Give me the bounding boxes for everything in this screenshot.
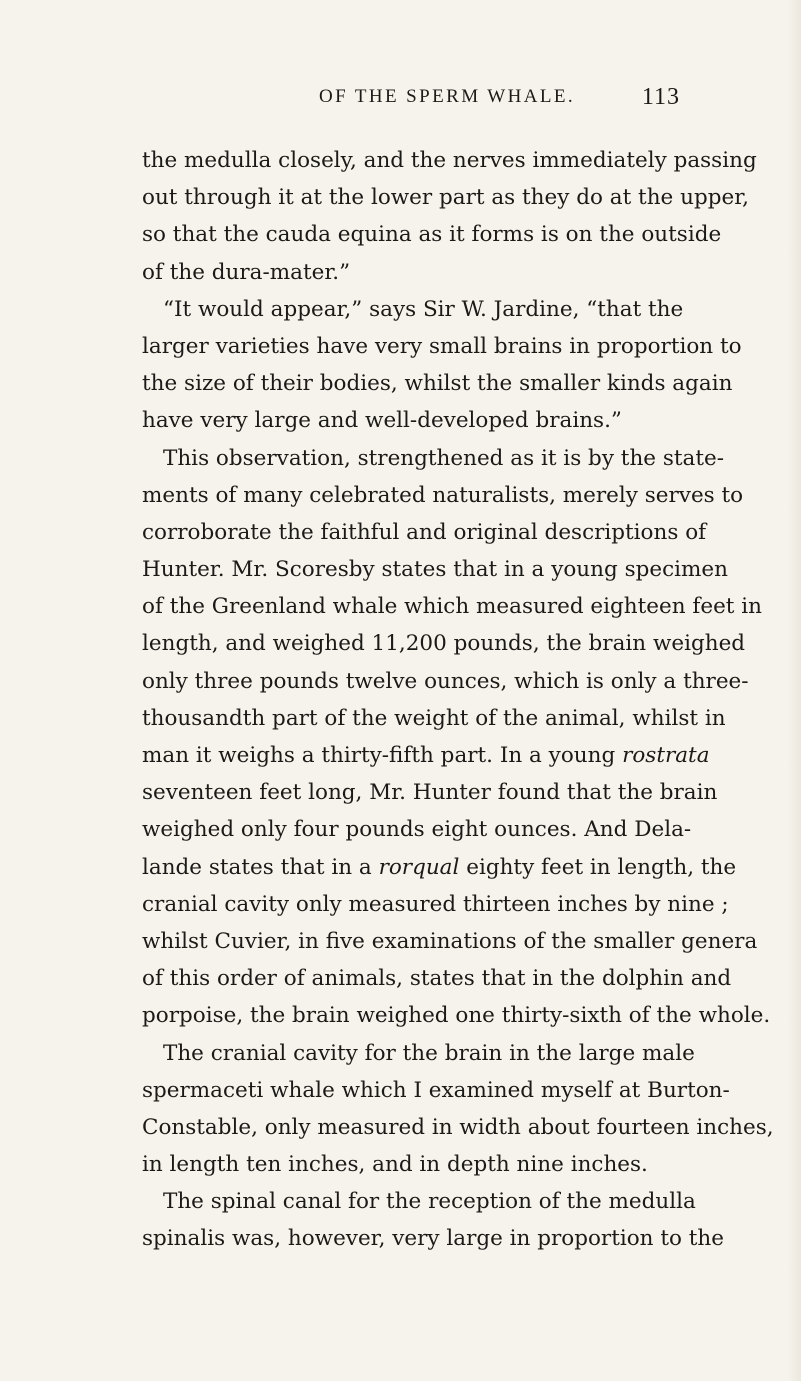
running-head (142, 84, 680, 118)
text-line: of the dura-mater.” (142, 259, 351, 285)
text-segment: man it weighs a thirty-fifth part. In a young (142, 743, 623, 768)
text-line: thousandth part of the weight of the animal, whilst in (142, 705, 726, 731)
page-number: 113 (641, 84, 680, 110)
text-line: The spinal canal for the reception of the medulla (163, 1189, 696, 1215)
text-line: out through it at the lower part as they do at the upper, (142, 185, 749, 211)
text-line: larger varieties have very small brains in proportion to (142, 333, 742, 359)
text-line (142, 849, 737, 886)
text-line: cranial cavity only measured thirteen inches by nine ; (142, 891, 729, 917)
text-line: corroborate the faithful and original descriptions of (142, 519, 707, 545)
text-line: This observation, strengthened as it is by the state- (163, 445, 724, 471)
text-line: the size of their bodies, whilst the smaller kinds again (142, 371, 733, 397)
text-line: ments of many celebrated naturalists, merely serves to (142, 482, 744, 508)
italic-term: rorqual (378, 854, 460, 880)
text-line: “It would appear,” says Sir W. Jardine, “that the (163, 296, 684, 322)
page-edge-shadow (787, 0, 801, 1381)
text-line: length, and weighed 11,200 pounds, the brain weighed (142, 631, 746, 657)
text-line: the medulla closely, and the nerves immediately passing (142, 148, 757, 173)
text-line: Constable, only measured in width about fourteen inches, (142, 1114, 774, 1140)
text-line: in length ten inches, and in depth nine inches. (142, 1152, 648, 1178)
text-line: seventeen feet long, Mr. Hunter found that the brain (142, 780, 718, 806)
text-line: only three pounds twelve ounces, which is only a three- (142, 668, 749, 694)
text-line: of the Greenland whale which measured eighteen feet in (142, 594, 763, 620)
text-line: porpoise, the brain weighed one thirty-sixth of the whole. (142, 1003, 771, 1029)
text-line: weighed only four pounds eight ounces. And Dela- (142, 817, 692, 843)
text-segment: eighty feet in length, the (459, 854, 737, 880)
text-line: of this order of animals, states that in the dolphin and (142, 966, 732, 992)
text-line: The cranial cavity for the brain in the large male (163, 1040, 695, 1066)
text-line (142, 737, 710, 774)
italic-term: rostrata (622, 743, 710, 768)
text-line: have very large and well-developed brains.” (142, 408, 622, 434)
body-text (142, 142, 774, 1258)
text-line: spermaceti whale which I examined myself at Burton- (142, 1077, 730, 1103)
text-line: whilst Cuvier, in five examinations of the smaller genera (142, 928, 758, 954)
text-line: so that the cauda equina as it forms is on the outside (142, 222, 722, 248)
text-line: spinalis was, however, very large in proportion to the (142, 1226, 724, 1252)
text-line: Hunter. Mr. Scoresby states that in a young specimen (142, 557, 728, 583)
running-title: OF THE SPERM WHALE. (319, 86, 576, 107)
text-segment: lande states that in a (142, 854, 379, 880)
